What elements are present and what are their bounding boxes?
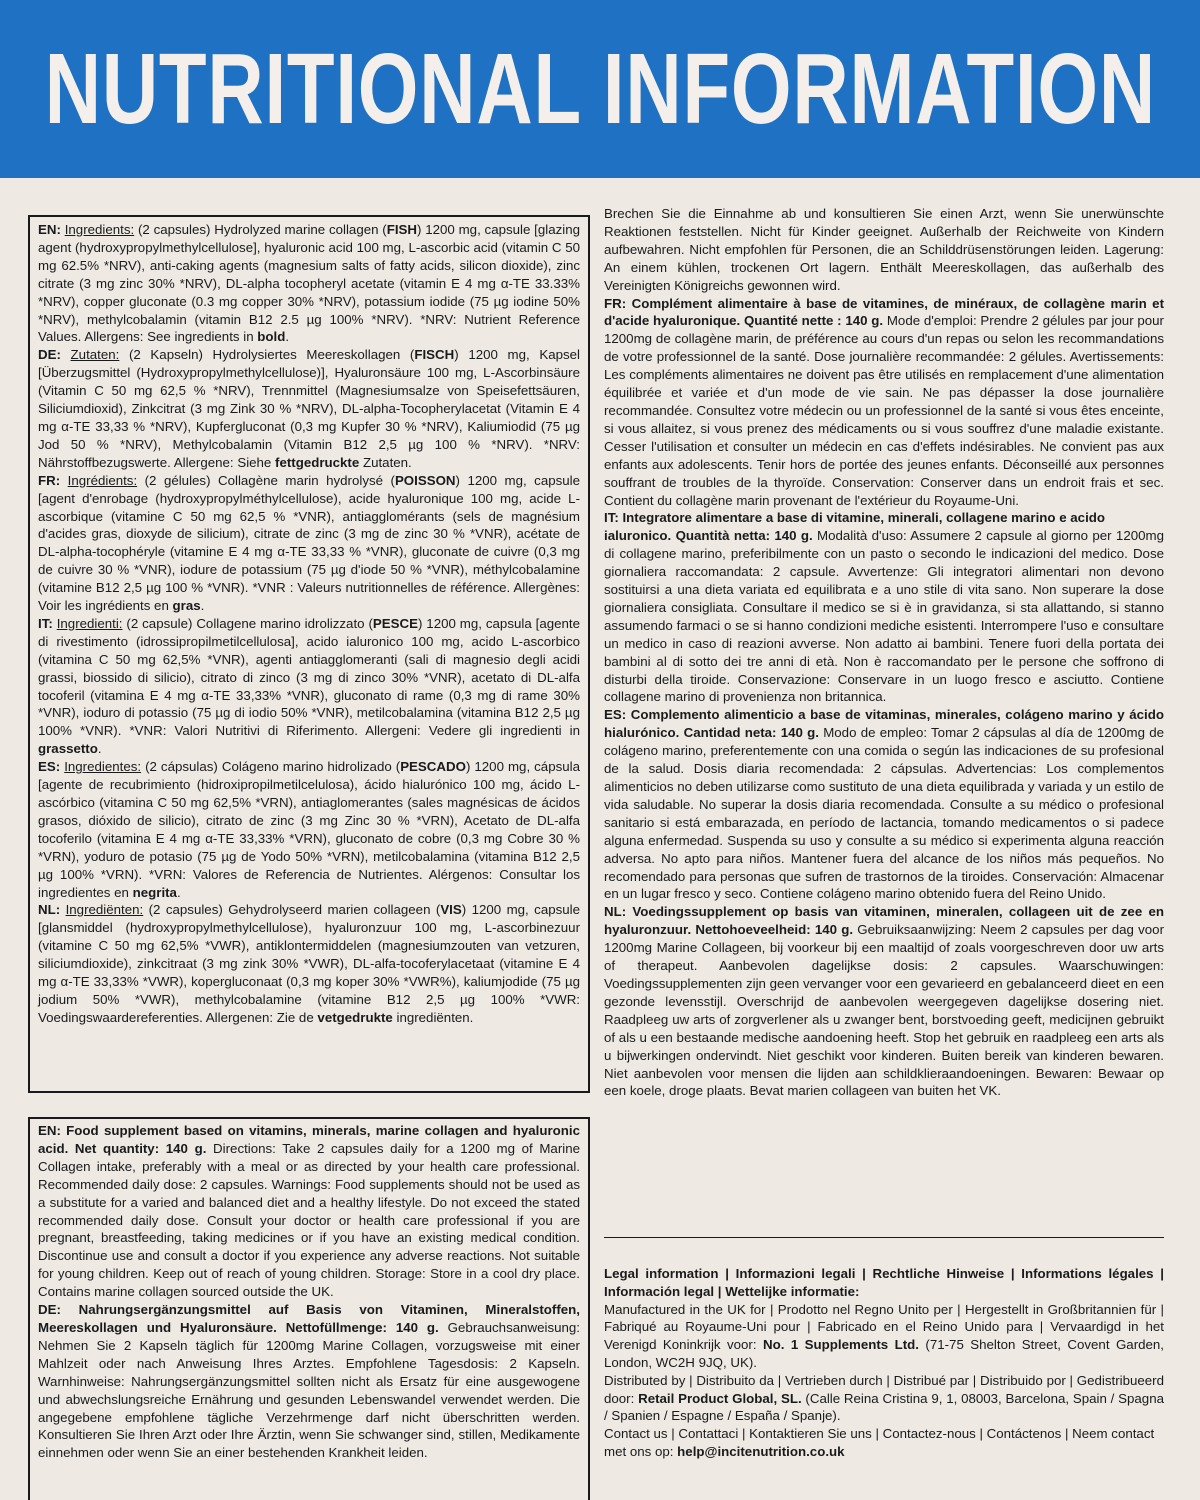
legal-heading: Legal information | Informazioni legali | Rechtliche Hinweise | Informations légales | Información legal | Wettelijke informatie:	[604, 1266, 1164, 1299]
allergen: VIS	[440, 902, 462, 918]
lang-code: NL:	[38, 902, 61, 918]
ingredients-de	[38, 346, 580, 471]
distributor-address: (Calle Reina Cristina 9, 1, 08003, Barcelona, Spain / Spagna / Spanien / Espagne / España / Spanje).	[604, 1390, 1164, 1424]
allergen: FISH	[386, 222, 418, 237]
ingredients-text: ) 1200 mg, capsule [glansmiddel (hydroxypropylmethylcellulose), hyaluronzuur 100 mg, L-ascorbinezuur (vitamine C 50 mg 62,5% *VWR), antiklontermiddelen (magnesiumzouten van vetzuren, siliciumdioxide), zinkcitraat (3 mg zink 30% *VWR), DL-alfa-tocoferylacetaat (vitamine E 4 mg α-TE 33,33% *VWR), kopergluconaat (0,3 mg koper 30% *VWR%), kaliumjodide (75 µg jodium 50% *VWR), methylcobalamine (vitamine B12 2,5 µg 100% *VWR: Voedingswaardereferenties. Allergenen: Zie de	[38, 902, 580, 1025]
directions-box-left	[28, 1117, 590, 1500]
directions-es	[604, 706, 1164, 903]
allergen-note-bold: vetgedrukte	[317, 1009, 393, 1025]
lang-code: FR:	[38, 472, 61, 488]
directions-lead: ES: Complemento alimenticio a base de vitaminas, minerales, colágeno marino y ácido hialurónico. Cantidad neta: 140 g.	[604, 707, 1164, 741]
ingredients-text: ) 1200 mg, capsule [glazing agent (hydroxypropylmethylcellulose], hyaluronic acid 100 mg, L-ascorbic acid (vitamin C 50 mg 62.5% *NRV), anti-caking agents (magnesium salts of fatty acids, silicon dioxide), zinc citrate (3 mg zinc 30% *NRV), DL-alpha tocopheryl acetate (vitamin E 4 mg α-TE 33.33% *NRV), copper gluconate (0.3 mg copper 30% *NRV), potassium iodide (75 µg iodine 50% *NRV), methylcobalamin (vitamin B12 2.5 µg 100% *NRV). *NRV: Nutrient Reference Values. Allergens: See ingredients in	[38, 222, 580, 345]
allergen-note-bold: negrita	[132, 884, 177, 900]
directions-en	[38, 1122, 580, 1301]
ingredients-text: .	[200, 598, 205, 614]
ingredients-label: Ingredienti:	[56, 615, 123, 631]
ingredients-text: ) 1200 mg, Kapsel [Überzugsmittel (Hydroxypropylmethylcellulose)], Hyaluronsäure 100 mg, L-Ascorbinsäure (Vitamin C 50 mg 62,5 % *NRV), Trennmittel (Magnesiumsalze von Speisefettsäuren, Siliciumdioxid), Zinkcitrat (3 mg Zink 30 % *NRV), DL-alpha-Tocopherylacetat (Vitamin E 4 mg α-TE 33,33 % *NRV), Kupfergluconat (0,3 mg Kupfer 30 % *NRV), Kaliumiodid (75 µg Jod 50 % *NRV), Methylcobalamin (Vitamin B12 2,5 µg 100 % *NRV). *NRV: Nährstoffbezugswerte. Allergene: Siehe	[38, 347, 580, 470]
directions-de	[38, 1301, 580, 1462]
ingredients-text: ingrediënten.	[392, 1009, 474, 1025]
ingredients-label: Zutaten:	[70, 347, 120, 363]
directions-lead: ialuronico. Quantità netta: 140 g.	[604, 528, 813, 544]
ingredients-label: Ingredientes:	[64, 759, 142, 775]
legal-text: Manufactured in the UK for | Prodotto nel Regno Unito per | Hergestellt in Großbritannien für | Fabriqué au Royaume-Uni pour | Fabricado en el Reino Unido para | Vervaardigd in het Verenigd Koninkrijk voor:	[604, 1301, 1164, 1353]
directions-text: Mode d'emploi: Prendre 2 gélules par jour pour 1200mg de collagène marin, de préférence au cours d'un repas ou selon les recommandations de votre professionnel de la santé. Dose journalière recommandée: 2 gélules. Avertissements: Les compléments alimentaires ne doivent pas être utilisés en remplacement d'une alimentation équilibrée et variée et d'un mode de vie sain. Ne pas dépasser la dose journalière recommandée. Consultez votre médecin ou un professionnel de la santé si vous êtes enceinte, si vous allaitez, si vous prenez des médicaments ou si vous souffrez d'une maladie existante. Cesser l'utilisation et consulter un médecin en cas d'effets indésirables. Ne convient pas aux enfants aux adolescents. Tenir hors de portée des jeunes enfants. Déconseillé aux personnes souffrant de troubles de la thyroïde. Conservation: Conserver dans un endroit frais et sec. Contient du collagène marin provenant de l'extérieur du Royaume-Uni.	[604, 313, 1164, 508]
directions-fr	[604, 295, 1164, 510]
legal-contact	[604, 1425, 1164, 1461]
allergen-note-bold: bold	[257, 329, 286, 345]
ingredients-text: ) 1200 mg, cápsula [agente de recubrimiento (hidroxipropilmetilcelulosa), ácido hialurónico 100 mg, ácido L-ascórbico (vitamina C 50 mg 62,5% *VRN), antiaglomerantes (sales magnésicas de ácidos grasos, dióxido de silicio), citrato de zinc (3 mg Zinc 30 % *VRN), Acetato de DL-alfa tocoferilo (vitamina E 4 mg α-TE 33,33% *VRN), gluconato de cobre (0,3 mg Cobre 30 % *VRN), yoduro de potasio (75 µg de Yodo 50% *VRN), metilcobalamina (vitamina B12 2,5 µg 100% *VRN). *VRN: Valores de Referencia de Nutrientes. Alérgenos: Consultar los ingredientes en	[38, 759, 580, 900]
ingredients-label: Ingrédients:	[67, 472, 138, 488]
legal-information	[604, 1265, 1164, 1461]
divider	[604, 1237, 1164, 1238]
manufacturer-name: No. 1 Supplements Ltd.	[763, 1337, 919, 1353]
directions-lead: IT: Integratore alimentare a base di vitamine, minerali, collagene marino e acido	[604, 510, 1106, 526]
directions-lead: NL: Voedingssupplement op basis van vitaminen, mineralen, collageen uit de zee en hyaluronzuur. Nettohoeveelheid: 140 g.	[604, 904, 1164, 938]
header-banner	[0, 0, 1200, 178]
ingredients-es	[38, 758, 580, 901]
ingredients-label: Ingrediënten:	[65, 902, 144, 918]
allergen-note-bold: fettgedruckte	[275, 454, 360, 470]
directions-lead: EN: Food supplement based on vitamins, minerals, marine collagen and hyaluronic acid. Net quantity: 140 g.	[38, 1123, 580, 1156]
legal-distributor	[604, 1372, 1164, 1425]
ingredients-text: ) 1200 mg, capsule [agent d'enrobage (hydroxypropylméthylcellulose), acide hyaluronique 100 mg, acide L-ascorbique (vitamine C 50 mg 62,5 % *VNR), antiagglomérants (sels de magnésium d'acides gras, dioxyde de silicium), citrate de zinc (3 mg de zinc 30 % *VNR), acétate de DL-alpha-tocophéryle (vitamine E 4 mg α-TE 33,33 % *VNR), gluconate de cuivre (0,3 mg de cuivre 30 % *VNR), iodure de potassium (75 µg d'iode 50 % *VNR), méthylcobalamine (vitamine B12 2,5 µg 100 % *VNR). *VNR : Valeurs nutritionnelles de référence. Allergènes: Voir les ingrédients en	[38, 472, 581, 614]
ingredients-text: (2 cápsulas) Colágeno marino hidrolizado (	[141, 759, 401, 775]
allergen-note-bold: gras	[172, 598, 201, 614]
page-title: NUTRITIONAL INFORMATION	[44, 32, 1156, 145]
allergen: PESCADO	[400, 759, 466, 775]
ingredients-fr	[38, 472, 580, 615]
directions-text: Modalità d'uso: Assumere 2 capsule al giorno per 1200mg di collagene marino, preferibilmente con un pasto o secondo le indicazioni del medico. Dose giornaliera raccomandata: 2 capsule. Avvertenze: Gli integratori alimentari non devono sostituirsi a una dieta variata ed equilibrata e a uno stile di vita sano. Non superare la dose giornaliera consigliata. Consultare il medico se si è in gravidanza, si sta allattando, si stanno assumendo farmaci o se si hanno condizioni mediche esistenti. Interrompere l'uso e consultare un medico in caso di reazioni avverse. Non adatto ai bambini. Tenere fuori della portata dei bambini al di sotto dei tre anni di età. Non è raccomandato per le persone che soffrono di disturbi della tiroide. Conservazione: Conservare in un luogo fresco e asciutto. Contiene collagene marino di provenienza non britannica.	[604, 528, 1164, 705]
legal-text: Contact us | Contattaci | Kontaktieren Sie uns | Contactez-nous | Contáctenos | Neem contact met ons op:	[604, 1426, 1155, 1459]
allergen: POISSON	[394, 472, 456, 488]
ingredients-text: (2 capsules) Hydrolyzed marine collagen (	[134, 222, 387, 237]
contact-email: help@incitenutrition.co.uk	[677, 1443, 845, 1459]
distributor-name: Retail Product Global, SL.	[638, 1390, 802, 1406]
directions-text: Gebrauchsanweisung: Nehmen Sie 2 Kapseln täglich für 1200mg Marine Collagen, vorzugsweise mit einer Mahlzeit oder nach Anweisung Ihres Arztes. Empfohlene Tagesdosis: 2 Kapseln. Warnhinweise: Nahrungsergänzungsmittel sollten nicht als Ersatz für eine ausgewogene und abwechslungsreiche Ernährung und gesunden Lebenswandel verwendet werden. Die angegebene empfohlene tägliche Verzehrmenge darf nicht überschritten werden. Konsultieren Sie Ihren Arzt oder Ihre Ärztin, wenn Sie schwanger sind, stillen, Medikamente einnehmen oder wenn Sie an einer bestehenden Krankheit leiden.	[38, 1319, 580, 1461]
ingredients-text: .	[285, 329, 290, 345]
manufacturer-address: (71-75 Shelton Street, Covent Garden, London, WC2H 9JQ, UK).	[604, 1337, 1164, 1370]
ingredients-label: Ingredients:	[64, 222, 135, 237]
directions-nl	[604, 903, 1164, 1100]
lang-code: DE:	[38, 347, 61, 363]
directions-de-continued: Brechen Sie die Einnahme ab und konsultieren Sie einen Arzt, wenn Sie unerwünschte Reaktionen feststellen. Nicht für Kinder geeignet. Außerhalb der Reichweite von Kindern aufbewahren. Nicht empfohlen für Personen, die an Schilddrüsenstörungen leiden. Lagerung: An einem kühlen, trockenen Ort lagern. Enthält Meereskollagen, das außerhalb des Vereinigten Königreichs gewonnen wird.	[604, 206, 1164, 293]
directions-lead: DE: Nahrungsergänzungsmittel auf Basis von Vitaminen, Mineralstoffen, Meereskollagen und Hyaluronsäure. Nettofüllmenge: 140 g.	[38, 1302, 580, 1335]
ingredients-text: (2 capsules) Gehydrolyseerd marien collageen (	[143, 902, 441, 918]
ingredients-text: .	[97, 741, 102, 757]
ingredients-text: Zutaten.	[359, 454, 412, 470]
lang-code: EN:	[38, 222, 61, 237]
directions-it-body	[604, 527, 1164, 706]
directions-text: Modo de empleo: Tomar 2 cápsulas al día de 1200mg de colágeno marino, preferentemente con una comida o según las indicaciones de su profesional de la salud. Dosis diaria recomendada: 2 cápsulas. Advertencias: Los complementos alimenticios no deben utilizarse como sustituto de una dieta equilibrada y variada y un estilo de vida saludable. No superar la dosis diaria recomendada. Consulte a su médico o profesional sanitario si está embarazada, en período de lactancia, tomando medicamentos o si padece alguna enfermedad. Suspenda su uso y consulte a su médico si experimenta alguna reacción adversa. No apto para niños. Mantener fuera del alcance de los niños más pequeños. No recomendado para personas que sufren de trastornos de la tiroides. Conservación: Almacenar en un lugar fresco y seco. Contiene colágeno marino obtenido fuera del Reino Unido.	[604, 725, 1164, 902]
directions-it	[604, 509, 1164, 527]
directions-text: Directions: Take 2 capsules daily for a 1200 mg of Marine Collagen intake, preferably with a meal or as directed by your health care professional. Recommended daily dose: 2 capsules. Warnings: Food supplements should not be used as a substitute for a varied and balanced diet and a healthy lifestyle. Do not exceed the stated recommended daily dose. Consult your doctor or health care professional if you are pregnant, breastfeeding, taking medicines or if you have an existing medical condition. Discontinue use and consult a doctor if you experience any adverse reactions. Not suitable for young children. Keep out of reach of young children. Storage: Store in a cool dry place. Contains marine collagen sourced outside the UK.	[38, 1140, 580, 1300]
ingredients-it	[38, 615, 580, 758]
ingredients-en	[38, 221, 580, 346]
ingredients-text: .	[176, 884, 181, 900]
lang-code: ES:	[38, 759, 61, 775]
legal-text: Distributed by | Distribuito da | Vertrieben durch | Distribué par | Distribuido por | Gedistribueerd door:	[604, 1372, 1164, 1406]
directions-text: Gebruiksaanwijzing: Neem 2 capsules per dag voor 1200mg Marine Collageen, bij voorkeur bij een maaltijd of zoals voorgeschreven door uw arts of therapeut. Aanbevolen dagelijkse dosis: 2 capsules. Waarschuwingen: Voedingssupplementen zijn geen vervanger voor een gevarieerd en gebalanceerd dieet en een gezonde levensstijl. Overschrijd de aanbevolen weergegeven dagelijkse dosering niet. Raadpleeg uw arts of zorgverlener als u zwanger bent, borstvoeding geeft, medicijnen gebruikt of als u een bestaande medische aandoening heeft. Stop het gebruik en raadpleeg een arts als u bijwerkingen ondervindt. Niet geschikt voor kinderen. Buiten bereik van kinderen bewaren. Niet aanbevolen voor mensen die lijden aan schildklieraandoeningen. Bewaren: Bewaar op een koele, droge plaats. Bevat marien collageen van buiten het VK.	[604, 922, 1164, 1099]
directions-column-right	[604, 205, 1164, 1100]
lang-code: IT:	[38, 615, 53, 631]
ingredients-text: (2 capsule) Collagene marino idrolizzato (	[122, 615, 373, 631]
ingredients-text: (2 Kapseln) Hydrolysiertes Meereskollagen (	[119, 347, 415, 363]
allergen: FISCH	[414, 347, 455, 363]
legal-manufacturer	[604, 1301, 1164, 1372]
ingredients-box	[28, 215, 590, 1093]
allergen-note-bold: grassetto	[38, 741, 98, 757]
allergen: PESCE	[372, 615, 418, 631]
ingredients-text: ) 1200 mg, capsula [agente di rivestimento (idrossipropilmetilcellulosa], acido ialuronico 100 mg, acido L-ascorbico (vitamina C 50 mg 62,5% *VNR), agenti antiagglomeranti (sali di magnesio degli acidi grassi, biossido di silicio), citrato di zinco (3 mg di zinco 30% *VNR), acetato di DL-alfa tocoferil (vitamina E 4 mg α-TE 33,33% *VNR), gluconato di rame (0,3 mg di rame 30% *VNR), ioduro di potassio (75 µg di iodio 50% *VNR), metilcobalamina (vitamina B12 2,5 µg 100% *VNR). *VNR: Valori Nutritivi di Riferimento. Allergeni: Vedere gli ingredienti in	[38, 615, 580, 739]
ingredients-text: (2 gélules) Collagène marin hydrolysé (	[137, 472, 395, 488]
ingredients-nl	[38, 901, 580, 1026]
directions-lead: FR: Complément alimentaire à base de vitamines, de minéraux, de collagène marin et d'acide hyaluronique. Quantité nette : 140 g.	[604, 295, 1164, 329]
